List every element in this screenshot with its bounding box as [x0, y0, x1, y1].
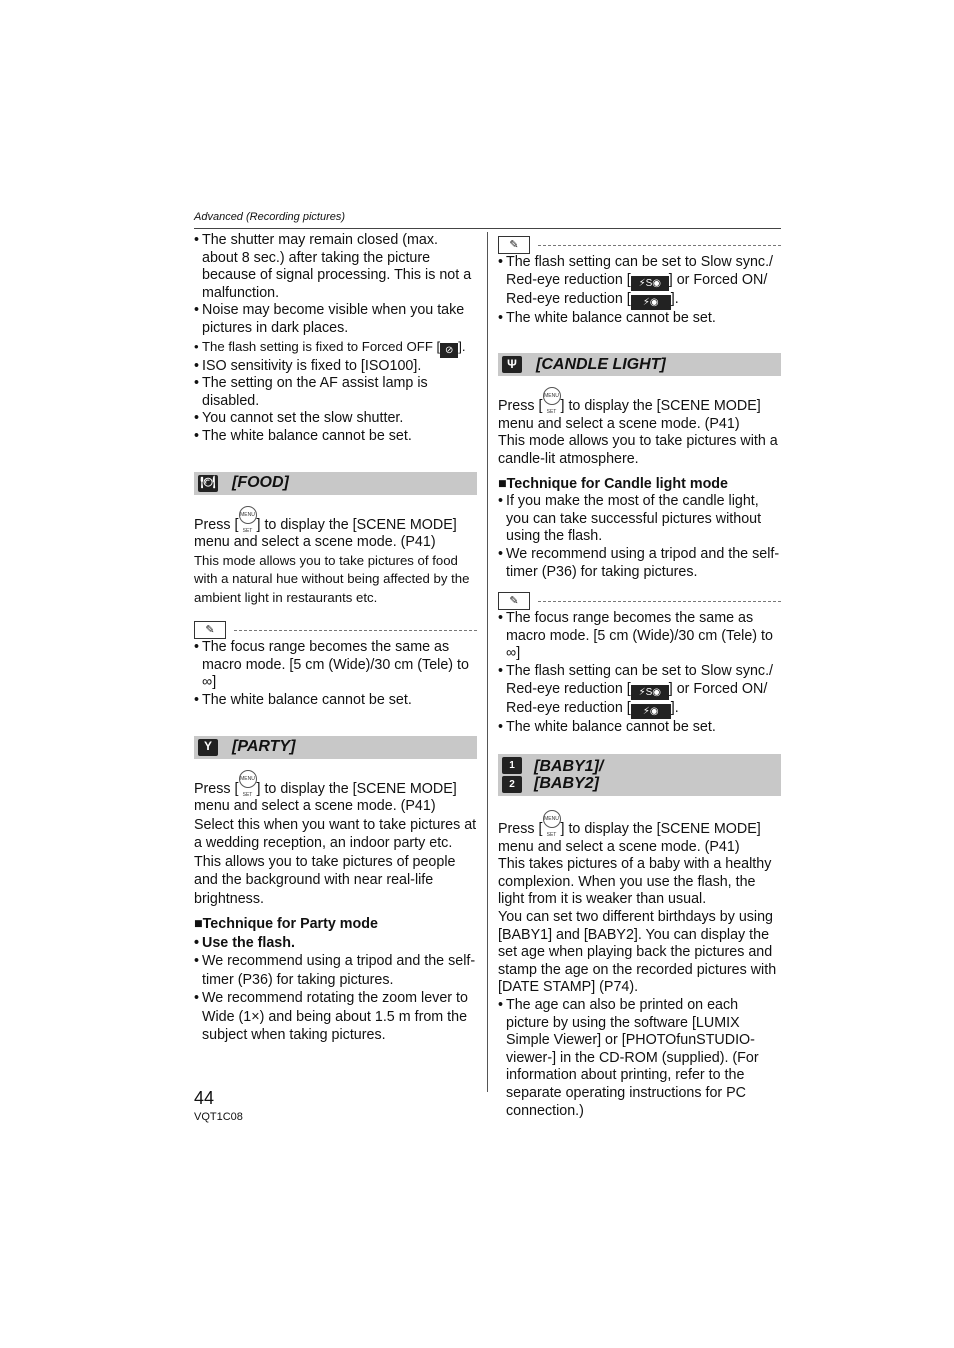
- candle-technique-title: ■ Technique for Candle light mode: [498, 476, 781, 494]
- page-header: [194, 211, 781, 229]
- flash-slow-redeye-icon: ⚡S◉: [631, 276, 669, 291]
- section-label: Advanced (Recording pictures): [194, 211, 346, 223]
- baby-press-text: Press [MENU SET ] to display the [SCENE MODE] menu and select a scene mode. (P41): [498, 810, 781, 856]
- list-item: • If you make the most of the candle light, you can take successful pictures without using the flash.: [498, 493, 781, 546]
- baby-title-1: [BABY1]/: [534, 757, 604, 775]
- list-item: • The white balance cannot be set.: [194, 428, 477, 446]
- left-column: [194, 232, 477, 1045]
- list-item: • The flash setting is fixed to Forced OFF [ ⊘ ].: [194, 338, 477, 358]
- note-icon: ✎: [498, 236, 530, 254]
- list-item: • We recommend using a tripod and the self-timer (P36) for taking pictures.: [194, 952, 477, 989]
- list-item: • The setting on the AF assist lamp is disabled.: [194, 375, 477, 410]
- note-marker: [194, 621, 477, 639]
- night-mode-notes: [194, 232, 477, 446]
- flash-on-redeye-icon: ⚡◉: [631, 295, 671, 310]
- document-code: VQT1C08: [194, 1111, 243, 1123]
- column-divider: [487, 232, 488, 1092]
- list-item: • The white balance cannot be set.: [194, 692, 477, 710]
- candle-title: [CANDLE LIGHT]: [536, 355, 666, 373]
- list-item: • The shutter may remain closed (max. about 8 sec.) after taking the picture because of signal processing. This is not a malfunction.: [194, 232, 477, 302]
- baby-heading: [498, 754, 781, 796]
- party-technique-title: ■ Technique for Party mode: [194, 916, 477, 934]
- note-marker: [498, 236, 781, 254]
- party-description: Select this when you want to take pictures at a wedding reception, an indoor party etc. This allows you to take pictures of people and the background with near real-life brightness.: [194, 816, 477, 907]
- candle-icon: Ψ: [502, 356, 522, 373]
- list-item: • The age can also be printed on each picture by using the software [LUMIX Simple Viewer] or [PHOTOfunSTUDIO-viewer-] in the CD-ROM (supplied). (For information about printing, refer to the separate operating instructions for PC connection.): [498, 997, 781, 1120]
- list-item: • ISO sensitivity is fixed to [ISO100].: [194, 358, 477, 376]
- candle-press-text: Press [MENU SET ] to display the [SCENE MODE] menu and select a scene mode. (P41): [498, 387, 781, 433]
- list-item: • The white balance cannot be set.: [498, 719, 781, 737]
- menu-set-icon: MENU SET: [239, 770, 257, 788]
- food-notes: [194, 639, 477, 709]
- food-icon: 🍽: [198, 475, 218, 492]
- list-item: • You cannot set the slow shutter.: [194, 410, 477, 428]
- list-item: • The white balance cannot be set.: [498, 310, 781, 328]
- list-item: • The focus range becomes the same as macro mode. [5 cm (Wide)/30 cm (Tele) to ∞]: [498, 610, 781, 663]
- party-press-text: Press [MENU SET ] to display the [SCENE MODE] menu and select a scene mode. (P41): [194, 770, 477, 816]
- food-description: This mode allows you to take pictures of food with a natural hue without being affected by the ambient light in restaurants etc.: [194, 552, 470, 605]
- flash-on-redeye-icon: ⚡◉: [631, 704, 671, 719]
- note-marker: [498, 592, 781, 610]
- menu-set-icon: MENU SET: [543, 810, 561, 828]
- menu-set-icon: MENU SET: [543, 387, 561, 405]
- food-heading: [194, 472, 477, 495]
- baby-description-1: This takes pictures of a baby with a healthy complexion. When you use the flash, the light from it is weaker than usual.: [498, 856, 772, 908]
- list-item: • The flash setting can be set to Slow sync./ Red-eye reduction [ ⚡S◉ ] or Forced ON/ Red-eye reduction [ ⚡◉ ].: [498, 254, 781, 310]
- food-title: [FOOD]: [232, 474, 289, 492]
- party-heading: [194, 736, 477, 759]
- flash-slow-redeye-icon: ⚡S◉: [631, 685, 669, 700]
- list-item: • Use the flash.: [194, 934, 477, 953]
- list-item: • Noise may become visible when you take pictures in dark places.: [194, 302, 477, 337]
- page-number: 44: [194, 1088, 215, 1108]
- right-column: [498, 232, 781, 1120]
- candle-description: This mode allows you to take pictures with a candle-lit atmosphere.: [498, 433, 778, 467]
- note-icon: ✎: [498, 592, 530, 610]
- baby-title-2: [BABY2]: [534, 775, 599, 793]
- party-icon: Y: [198, 739, 218, 756]
- candle-notes: [498, 610, 781, 736]
- note-icon: ✎: [194, 621, 226, 639]
- baby-description-2: You can set two different birthdays by using [BABY1] and [BABY2]. You can display the set age when playing back the pictures and stamp the age on the recorded pictures with [DATE STAMP] (P74).: [498, 909, 777, 996]
- list-item: • We recommend rotating the zoom lever to Wide (1×) and being about 1.5 m from the subject when taking pictures.: [194, 989, 477, 1045]
- party-technique-list: [194, 934, 477, 1045]
- menu-set-icon: MENU SET: [239, 506, 257, 524]
- candle-light-heading: [498, 353, 781, 376]
- food-press-text: Press [MENU SET ] to display the [SCENE MODE] menu and select a scene mode. (P41): [194, 506, 477, 552]
- list-item: • We recommend using a tripod and the self-timer (P36) for taking pictures.: [498, 546, 781, 581]
- list-item: • The focus range becomes the same as macro mode. [5 cm (Wide)/30 cm (Tele) to ∞]: [194, 639, 477, 692]
- party-title: [PARTY]: [232, 738, 296, 756]
- list-item: • The flash setting can be set to Slow sync./ Red-eye reduction [ ⚡S◉ ] or Forced ON/ Red-eye reduction [ ⚡◉ ].: [498, 663, 781, 719]
- candle-technique-list: [498, 493, 781, 581]
- baby1-icon: 1: [502, 757, 522, 774]
- baby2-icon: 2: [502, 776, 522, 793]
- night-portrait-notes: [498, 254, 781, 327]
- baby-notes: [498, 997, 781, 1120]
- flash-off-icon: ⊘: [440, 343, 458, 358]
